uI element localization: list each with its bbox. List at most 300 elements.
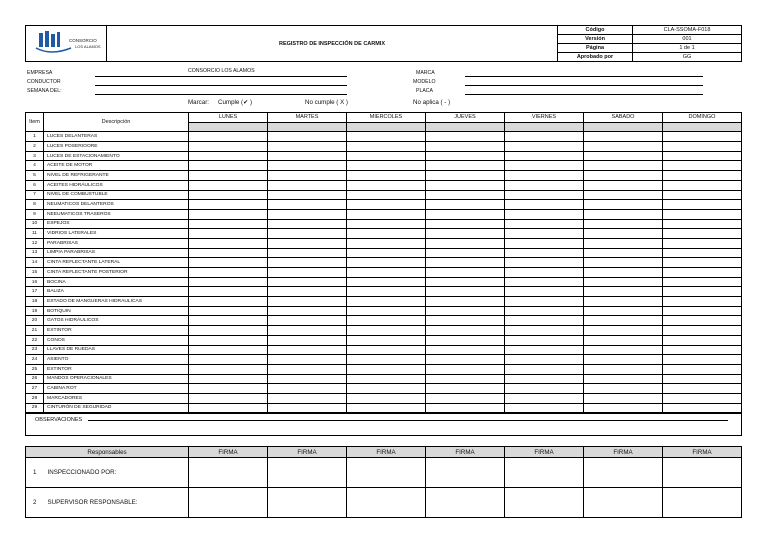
observaciones-table [25, 413, 742, 436]
item-description: ACEITE DE MOTOR [44, 161, 189, 171]
observaciones-label: OBSERVACIONES [35, 416, 83, 423]
check-cell-sabado[interactable] [584, 229, 663, 239]
item-number: 11 [26, 229, 44, 239]
check-cell-lunes[interactable] [189, 200, 268, 210]
check-cell-domingo[interactable] [663, 151, 742, 161]
observaciones-cell[interactable] [26, 414, 742, 426]
check-cell-lunes[interactable] [189, 142, 268, 152]
check-cell-domingo[interactable] [663, 229, 742, 239]
check-cell-viernes[interactable] [505, 335, 584, 345]
table-row [26, 374, 742, 384]
check-cell-sabado[interactable] [584, 190, 663, 200]
check-cell-viernes[interactable] [505, 364, 584, 374]
table-row [26, 171, 742, 181]
signature-row [26, 488, 742, 518]
check-cell-jueves[interactable] [426, 326, 505, 336]
firma-header: FIRMA [426, 447, 505, 458]
check-cell-domingo[interactable] [663, 316, 742, 326]
placa-field[interactable] [465, 94, 703, 95]
check-cell-miercoles[interactable] [347, 190, 426, 200]
check-cell-martes[interactable] [268, 326, 347, 336]
item-number: 1 [26, 132, 44, 142]
item-description: MANDOS OPERACIONALES [44, 374, 189, 384]
check-cell-viernes[interactable] [505, 171, 584, 181]
check-cell-lunes[interactable] [189, 229, 268, 239]
check-cell-lunes[interactable] [189, 326, 268, 336]
item-description: CINTURÓN DE SEGURIDAD [44, 403, 189, 413]
check-cell-sabado[interactable] [584, 219, 663, 229]
check-cell-lunes[interactable] [189, 190, 268, 200]
table-row [26, 219, 742, 229]
check-cell-miercoles[interactable] [347, 219, 426, 229]
modelo-field[interactable] [465, 85, 703, 86]
check-cell-jueves[interactable] [426, 393, 505, 403]
check-cell-sabado[interactable] [584, 326, 663, 336]
firma-header: FIRMA [505, 447, 584, 458]
check-cell-jueves[interactable] [426, 248, 505, 258]
check-cell-jueves[interactable] [426, 364, 505, 374]
signature-row-label: SUPERVISOR RESPONSABLE: [44, 488, 189, 518]
check-cell-martes[interactable] [268, 306, 347, 316]
check-cell-domingo[interactable] [663, 306, 742, 316]
check-cell-miercoles[interactable] [347, 248, 426, 258]
day-subheader-martes [268, 122, 347, 132]
check-cell-lunes[interactable] [189, 268, 268, 278]
check-cell-domingo[interactable] [663, 403, 742, 413]
check-cell-sabado[interactable] [584, 374, 663, 384]
signature-cell-viernes[interactable] [505, 458, 584, 488]
check-cell-lunes[interactable] [189, 355, 268, 365]
meta-value-version: 001 [633, 35, 742, 44]
check-cell-sabado[interactable] [584, 209, 663, 219]
check-cell-jueves[interactable] [426, 335, 505, 345]
signature-cell-martes[interactable] [268, 488, 347, 518]
check-cell-miercoles[interactable] [347, 306, 426, 316]
check-cell-martes[interactable] [268, 200, 347, 210]
check-cell-martes[interactable] [268, 345, 347, 355]
check-cell-miercoles[interactable] [347, 316, 426, 326]
table-row [26, 297, 742, 307]
day-header-jueves: JUEVES [426, 113, 505, 123]
check-cell-sabado[interactable] [584, 316, 663, 326]
check-cell-miercoles[interactable] [347, 345, 426, 355]
check-cell-lunes[interactable] [189, 258, 268, 268]
check-cell-miercoles[interactable] [347, 374, 426, 384]
check-cell-domingo[interactable] [663, 161, 742, 171]
item-number: 29 [26, 403, 44, 413]
check-cell-martes[interactable] [268, 287, 347, 297]
check-cell-martes[interactable] [268, 161, 347, 171]
check-cell-viernes[interactable] [505, 161, 584, 171]
responsables-table [25, 446, 742, 518]
item-description: EXTINTOR [44, 326, 189, 336]
check-cell-domingo[interactable] [663, 287, 742, 297]
table-row [26, 142, 742, 152]
check-cell-lunes[interactable] [189, 393, 268, 403]
check-cell-miercoles[interactable] [347, 180, 426, 190]
signature-cell-lunes[interactable] [189, 488, 268, 518]
check-cell-martes[interactable] [268, 151, 347, 161]
check-cell-jueves[interactable] [426, 297, 505, 307]
check-cell-domingo[interactable] [663, 171, 742, 181]
check-cell-sabado[interactable] [584, 287, 663, 297]
check-cell-domingo[interactable] [663, 277, 742, 287]
check-cell-jueves[interactable] [426, 161, 505, 171]
signature-cell-sabado[interactable] [584, 458, 663, 488]
table-row [26, 151, 742, 161]
semana-field[interactable] [95, 94, 347, 95]
table-row [26, 287, 742, 297]
check-cell-martes[interactable] [268, 355, 347, 365]
firma-header: FIRMA [268, 447, 347, 458]
item-description: LUCES DELANTERAS [44, 132, 189, 142]
check-cell-jueves[interactable] [426, 200, 505, 210]
check-cell-lunes[interactable] [189, 248, 268, 258]
meta-label-version: Versión [558, 35, 633, 44]
check-cell-viernes[interactable] [505, 277, 584, 287]
table-row [26, 393, 742, 403]
check-cell-domingo[interactable] [663, 374, 742, 384]
check-cell-lunes[interactable] [189, 345, 268, 355]
check-cell-sabado[interactable] [584, 355, 663, 365]
check-cell-miercoles[interactable] [347, 268, 426, 278]
check-cell-martes[interactable] [268, 297, 347, 307]
check-cell-martes[interactable] [268, 229, 347, 239]
table-row [26, 335, 742, 345]
check-cell-martes[interactable] [268, 277, 347, 287]
check-cell-sabado[interactable] [584, 306, 663, 316]
check-cell-domingo[interactable] [663, 393, 742, 403]
check-cell-viernes[interactable] [505, 345, 584, 355]
consorcio-logo-icon [31, 28, 101, 58]
check-cell-domingo[interactable] [663, 335, 742, 345]
check-cell-jueves[interactable] [426, 209, 505, 219]
table-row [26, 229, 742, 239]
check-cell-miercoles[interactable] [347, 132, 426, 142]
check-cell-viernes[interactable] [505, 142, 584, 152]
signature-cell-martes[interactable] [268, 458, 347, 488]
day-subheader-sabado [584, 122, 663, 132]
inspection-table-header [26, 113, 742, 132]
check-cell-miercoles[interactable] [347, 393, 426, 403]
check-cell-domingo[interactable] [663, 297, 742, 307]
meta-label-aprobado: Aprobado por [558, 53, 633, 62]
check-cell-sabado[interactable] [584, 180, 663, 190]
check-cell-viernes[interactable] [505, 374, 584, 384]
item-description: BOCINA [44, 277, 189, 287]
check-cell-lunes[interactable] [189, 238, 268, 248]
check-cell-domingo[interactable] [663, 345, 742, 355]
day-header-sabado: SABADO [584, 113, 663, 123]
meta-value-aprobado: GG [633, 53, 742, 62]
item-description: BALIZA [44, 287, 189, 297]
check-cell-viernes[interactable] [505, 268, 584, 278]
day-subheader-domingo [663, 122, 742, 132]
check-cell-miercoles[interactable] [347, 287, 426, 297]
item-number: 7 [26, 190, 44, 200]
conductor-field[interactable] [95, 85, 347, 86]
responsables-body [26, 447, 742, 518]
check-cell-martes[interactable] [268, 364, 347, 374]
check-cell-miercoles[interactable] [347, 151, 426, 161]
item-number: 9 [26, 209, 44, 219]
check-cell-domingo[interactable] [663, 355, 742, 365]
check-cell-viernes[interactable] [505, 297, 584, 307]
day-subheader-viernes [505, 122, 584, 132]
check-cell-miercoles[interactable] [347, 403, 426, 413]
signature-cell-miercoles[interactable] [347, 488, 426, 518]
item-description: EXTINTOR [44, 364, 189, 374]
check-cell-sabado[interactable] [584, 393, 663, 403]
check-cell-viernes[interactable] [505, 229, 584, 239]
table-row [26, 248, 742, 258]
item-description: LLAVES DE RUEDAS [44, 345, 189, 355]
check-cell-viernes[interactable] [505, 209, 584, 219]
item-number: 24 [26, 355, 44, 365]
check-cell-jueves[interactable] [426, 151, 505, 161]
check-cell-miercoles[interactable] [347, 209, 426, 219]
check-cell-viernes[interactable] [505, 393, 584, 403]
meta-value-codigo: CLA-SSOMA-F018 [633, 26, 742, 35]
check-cell-domingo[interactable] [663, 200, 742, 210]
check-cell-martes[interactable] [268, 209, 347, 219]
check-cell-viernes[interactable] [505, 151, 584, 161]
check-cell-miercoles[interactable] [347, 326, 426, 336]
check-cell-martes[interactable] [268, 142, 347, 152]
check-cell-sabado[interactable] [584, 345, 663, 355]
check-cell-sabado[interactable] [584, 364, 663, 374]
signature-cell-domingo[interactable] [663, 458, 742, 488]
check-cell-viernes[interactable] [505, 355, 584, 365]
signature-row-number: 1 [26, 458, 44, 488]
check-cell-sabado[interactable] [584, 142, 663, 152]
check-cell-lunes[interactable] [189, 171, 268, 181]
check-cell-sabado[interactable] [584, 171, 663, 181]
check-cell-jueves[interactable] [426, 374, 505, 384]
item-description: LIMPIA PARABRISAS [44, 248, 189, 258]
check-cell-viernes[interactable] [505, 180, 584, 190]
check-cell-lunes[interactable] [189, 277, 268, 287]
check-cell-domingo[interactable] [663, 190, 742, 200]
check-cell-lunes[interactable] [189, 335, 268, 345]
check-cell-lunes[interactable] [189, 364, 268, 374]
check-cell-miercoles[interactable] [347, 297, 426, 307]
check-cell-lunes[interactable] [189, 132, 268, 142]
signature-cell-lunes[interactable] [189, 458, 268, 488]
check-cell-domingo[interactable] [663, 258, 742, 268]
check-cell-jueves[interactable] [426, 384, 505, 394]
check-cell-martes[interactable] [268, 180, 347, 190]
check-cell-domingo[interactable] [663, 364, 742, 374]
check-cell-jueves[interactable] [426, 180, 505, 190]
check-cell-miercoles[interactable] [347, 258, 426, 268]
check-cell-domingo[interactable] [663, 268, 742, 278]
item-description: NIVEL DE REFRIGERANTE [44, 171, 189, 181]
empresa-field[interactable] [95, 76, 347, 77]
signature-cell-domingo[interactable] [663, 488, 742, 518]
check-cell-jueves[interactable] [426, 258, 505, 268]
check-cell-miercoles[interactable] [347, 238, 426, 248]
check-cell-lunes[interactable] [189, 209, 268, 219]
check-cell-miercoles[interactable] [347, 161, 426, 171]
check-cell-martes[interactable] [268, 384, 347, 394]
check-cell-jueves[interactable] [426, 316, 505, 326]
check-cell-martes[interactable] [268, 335, 347, 345]
check-cell-viernes[interactable] [505, 132, 584, 142]
check-cell-miercoles[interactable] [347, 277, 426, 287]
check-cell-jueves[interactable] [426, 229, 505, 239]
check-cell-viernes[interactable] [505, 248, 584, 258]
check-cell-lunes[interactable] [189, 306, 268, 316]
signature-row [26, 458, 742, 488]
check-cell-viernes[interactable] [505, 190, 584, 200]
table-row [26, 258, 742, 268]
check-cell-sabado[interactable] [584, 403, 663, 413]
check-cell-viernes[interactable] [505, 403, 584, 413]
check-cell-lunes[interactable] [189, 161, 268, 171]
check-cell-sabado[interactable] [584, 268, 663, 278]
marca-field[interactable] [465, 76, 703, 77]
check-cell-sabado[interactable] [584, 132, 663, 142]
item-number: 2 [26, 142, 44, 152]
day-subheader-jueves [426, 122, 505, 132]
check-cell-lunes[interactable] [189, 297, 268, 307]
check-cell-domingo[interactable] [663, 209, 742, 219]
check-cell-martes[interactable] [268, 393, 347, 403]
check-cell-martes[interactable] [268, 171, 347, 181]
check-cell-viernes[interactable] [505, 238, 584, 248]
check-cell-viernes[interactable] [505, 258, 584, 268]
check-cell-martes[interactable] [268, 238, 347, 248]
item-description: CABINA ROT [44, 384, 189, 394]
check-cell-viernes[interactable] [505, 306, 584, 316]
observaciones-line-2[interactable] [26, 426, 742, 436]
check-cell-domingo[interactable] [663, 219, 742, 229]
check-cell-miercoles[interactable] [347, 229, 426, 239]
signature-row-label: INSPECCIONADO POR: [44, 458, 189, 488]
check-cell-miercoles[interactable] [347, 200, 426, 210]
check-cell-sabado[interactable] [584, 297, 663, 307]
check-cell-lunes[interactable] [189, 316, 268, 326]
table-row [26, 345, 742, 355]
check-cell-lunes[interactable] [189, 374, 268, 384]
check-cell-jueves[interactable] [426, 132, 505, 142]
check-cell-miercoles[interactable] [347, 171, 426, 181]
semana-label: SEMANA DEL: [27, 88, 62, 94]
check-cell-domingo[interactable] [663, 384, 742, 394]
table-row [26, 355, 742, 365]
check-cell-miercoles[interactable] [347, 335, 426, 345]
check-cell-sabado[interactable] [584, 151, 663, 161]
item-number: 26 [26, 374, 44, 384]
check-cell-martes[interactable] [268, 219, 347, 229]
check-cell-sabado[interactable] [584, 161, 663, 171]
check-cell-viernes[interactable] [505, 384, 584, 394]
table-row [26, 132, 742, 142]
signature-cell-miercoles[interactable] [347, 458, 426, 488]
responsables-header: Responsables [26, 447, 189, 458]
check-cell-lunes[interactable] [189, 180, 268, 190]
check-cell-viernes[interactable] [505, 200, 584, 210]
check-cell-jueves[interactable] [426, 355, 505, 365]
check-cell-martes[interactable] [268, 190, 347, 200]
check-cell-martes[interactable] [268, 374, 347, 384]
check-cell-jueves[interactable] [426, 345, 505, 355]
check-cell-sabado[interactable] [584, 258, 663, 268]
check-cell-lunes[interactable] [189, 151, 268, 161]
check-cell-domingo[interactable] [663, 132, 742, 142]
check-cell-jueves[interactable] [426, 171, 505, 181]
check-cell-domingo[interactable] [663, 142, 742, 152]
signature-cell-jueves[interactable] [426, 458, 505, 488]
check-cell-jueves[interactable] [426, 403, 505, 413]
check-cell-miercoles[interactable] [347, 142, 426, 152]
check-cell-miercoles[interactable] [347, 364, 426, 374]
check-cell-sabado[interactable] [584, 384, 663, 394]
check-cell-jueves[interactable] [426, 306, 505, 316]
check-cell-domingo[interactable] [663, 248, 742, 258]
table-row [26, 277, 742, 287]
check-cell-jueves[interactable] [426, 190, 505, 200]
table-row [26, 161, 742, 171]
check-cell-martes[interactable] [268, 316, 347, 326]
item-description: ASIENTO [44, 355, 189, 365]
check-cell-sabado[interactable] [584, 277, 663, 287]
check-cell-lunes[interactable] [189, 403, 268, 413]
check-cell-domingo[interactable] [663, 180, 742, 190]
check-cell-miercoles[interactable] [347, 384, 426, 394]
signature-cell-sabado[interactable] [584, 488, 663, 518]
check-cell-lunes[interactable] [189, 384, 268, 394]
check-cell-jueves[interactable] [426, 142, 505, 152]
legend-no-cumple: No cumple ( X ) [305, 99, 348, 106]
check-cell-jueves[interactable] [426, 287, 505, 297]
item-number: 15 [26, 268, 44, 278]
item-number: 21 [26, 326, 44, 336]
logo-subtext: LOS ALAMOS [75, 43, 101, 49]
check-cell-miercoles[interactable] [347, 355, 426, 365]
check-cell-domingo[interactable] [663, 238, 742, 248]
check-cell-martes[interactable] [268, 403, 347, 413]
check-cell-viernes[interactable] [505, 287, 584, 297]
placa-label: PLACA [416, 88, 434, 94]
check-cell-jueves[interactable] [426, 277, 505, 287]
check-cell-martes[interactable] [268, 268, 347, 278]
check-cell-lunes[interactable] [189, 219, 268, 229]
check-cell-martes[interactable] [268, 248, 347, 258]
marca-label: MARCA [416, 70, 435, 76]
item-description: MARCADORES [44, 393, 189, 403]
signature-cell-jueves[interactable] [426, 488, 505, 518]
check-cell-sabado[interactable] [584, 248, 663, 258]
check-cell-sabado[interactable] [584, 200, 663, 210]
check-cell-jueves[interactable] [426, 219, 505, 229]
check-cell-viernes[interactable] [505, 326, 584, 336]
check-cell-sabado[interactable] [584, 335, 663, 345]
item-description: GATOS HIDRÁULICOS [44, 316, 189, 326]
check-cell-sabado[interactable] [584, 238, 663, 248]
check-cell-domingo[interactable] [663, 326, 742, 336]
check-cell-viernes[interactable] [505, 316, 584, 326]
check-cell-martes[interactable] [268, 258, 347, 268]
check-cell-lunes[interactable] [189, 287, 268, 297]
signature-cell-viernes[interactable] [505, 488, 584, 518]
check-cell-jueves[interactable] [426, 268, 505, 278]
check-cell-viernes[interactable] [505, 219, 584, 229]
item-number: 23 [26, 345, 44, 355]
check-cell-jueves[interactable] [426, 238, 505, 248]
check-cell-martes[interactable] [268, 132, 347, 142]
